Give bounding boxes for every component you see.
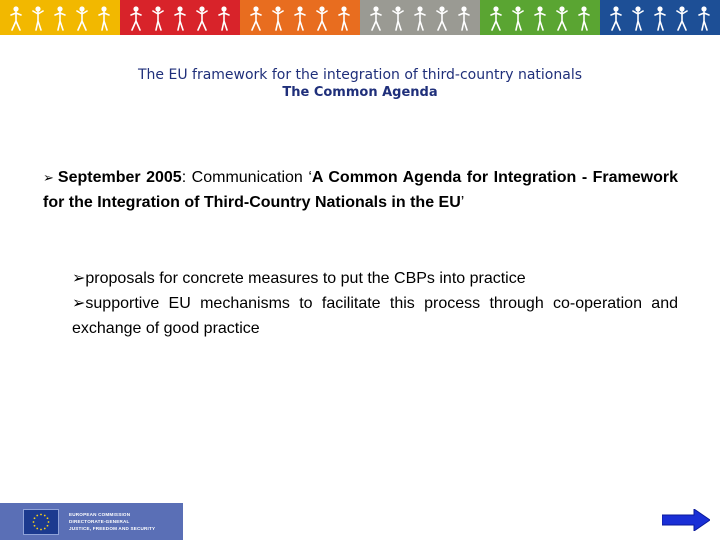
arrow-bullet-icon: ➢ xyxy=(72,295,86,312)
person-figure-icon xyxy=(196,5,208,31)
logo-line-2: DIRECTORATE-GENERAL xyxy=(69,519,130,524)
main-bullet-point xyxy=(43,165,678,215)
sub-bullet-text: proposals for concrete measures to put the CBPs into practice xyxy=(85,270,526,287)
right-arrow-icon xyxy=(662,509,710,531)
header-banner xyxy=(0,0,720,35)
flag-star xyxy=(47,517,49,519)
person-figure-icon xyxy=(98,5,110,31)
person-figure-icon xyxy=(556,5,568,31)
person-figure-icon xyxy=(54,5,66,31)
flag-star xyxy=(40,513,42,515)
person-figure-icon xyxy=(10,5,22,31)
person-figure-icon xyxy=(512,5,524,31)
slide-title xyxy=(0,66,720,102)
flag-star xyxy=(34,524,36,526)
sub-bullet-item xyxy=(72,291,678,341)
person-figure-icon xyxy=(436,5,448,31)
person-figure-icon xyxy=(458,5,470,31)
person-figure-icon xyxy=(130,5,142,31)
person-figure-icon xyxy=(338,5,350,31)
main-point-connector: : Communication ‘ xyxy=(181,169,312,186)
person-figure-icon xyxy=(294,5,306,31)
person-figure-icon xyxy=(654,5,666,31)
flag-star xyxy=(44,514,46,516)
main-point-closing-quote: ’ xyxy=(460,194,465,211)
person-figure-icon xyxy=(250,5,262,31)
slide-subtitle: The Common Agenda xyxy=(282,85,438,100)
person-figure-icon xyxy=(534,5,546,31)
next-slide-button[interactable] xyxy=(662,509,710,531)
person-figure-icon xyxy=(370,5,382,31)
flag-star xyxy=(36,514,38,516)
person-figure-icon xyxy=(676,5,688,31)
person-figure-icon xyxy=(490,5,502,31)
banner-segment xyxy=(240,0,360,35)
main-point-document-title: A Common Agenda for Integration - Framework for the Integration of Third-Country Nationals in the EU xyxy=(43,169,679,211)
flag-star xyxy=(36,527,38,529)
banner-segment xyxy=(600,0,720,35)
flag-star xyxy=(44,527,46,529)
arrow-bullet-icon: ➢ xyxy=(72,270,86,287)
person-figure-icon xyxy=(76,5,88,31)
sub-bullet-text: supportive EU mechanisms to facilitate this process through co-operation and exchange of good practice xyxy=(72,295,678,337)
person-figure-icon xyxy=(32,5,44,31)
eu-flag-icon xyxy=(23,509,59,535)
person-figure-icon xyxy=(632,5,644,31)
person-figure-icon xyxy=(174,5,186,31)
logo-line-3: JUSTICE, FREEDOM AND SECURITY xyxy=(69,526,156,531)
person-figure-icon xyxy=(392,5,404,31)
banner-segment xyxy=(0,0,120,35)
sub-bullet-list xyxy=(72,266,678,341)
banner-segment xyxy=(120,0,240,35)
slide-title-line1: The EU framework for the integration of third-country nationals xyxy=(137,67,583,83)
logo-line-1: EUROPEAN COMMISSION xyxy=(69,512,131,517)
main-point-date: September 2005 xyxy=(57,169,182,186)
person-figure-icon xyxy=(316,5,328,31)
person-figure-icon xyxy=(578,5,590,31)
arrow-bullet-icon: ➢ xyxy=(43,170,54,185)
flag-star xyxy=(34,517,36,519)
sub-bullet-item xyxy=(72,266,678,291)
person-figure-icon xyxy=(610,5,622,31)
flag-star xyxy=(40,528,42,530)
person-figure-icon xyxy=(698,5,710,31)
person-figure-icon xyxy=(218,5,230,31)
flag-star xyxy=(33,521,35,523)
flag-star xyxy=(47,524,49,526)
banner-segment xyxy=(360,0,480,35)
person-figure-icon xyxy=(272,5,284,31)
person-figure-icon xyxy=(414,5,426,31)
flag-star xyxy=(48,521,50,523)
european-commission-logo xyxy=(0,503,183,540)
banner-segment xyxy=(480,0,600,35)
person-figure-icon xyxy=(152,5,164,31)
logo-text xyxy=(69,511,155,532)
